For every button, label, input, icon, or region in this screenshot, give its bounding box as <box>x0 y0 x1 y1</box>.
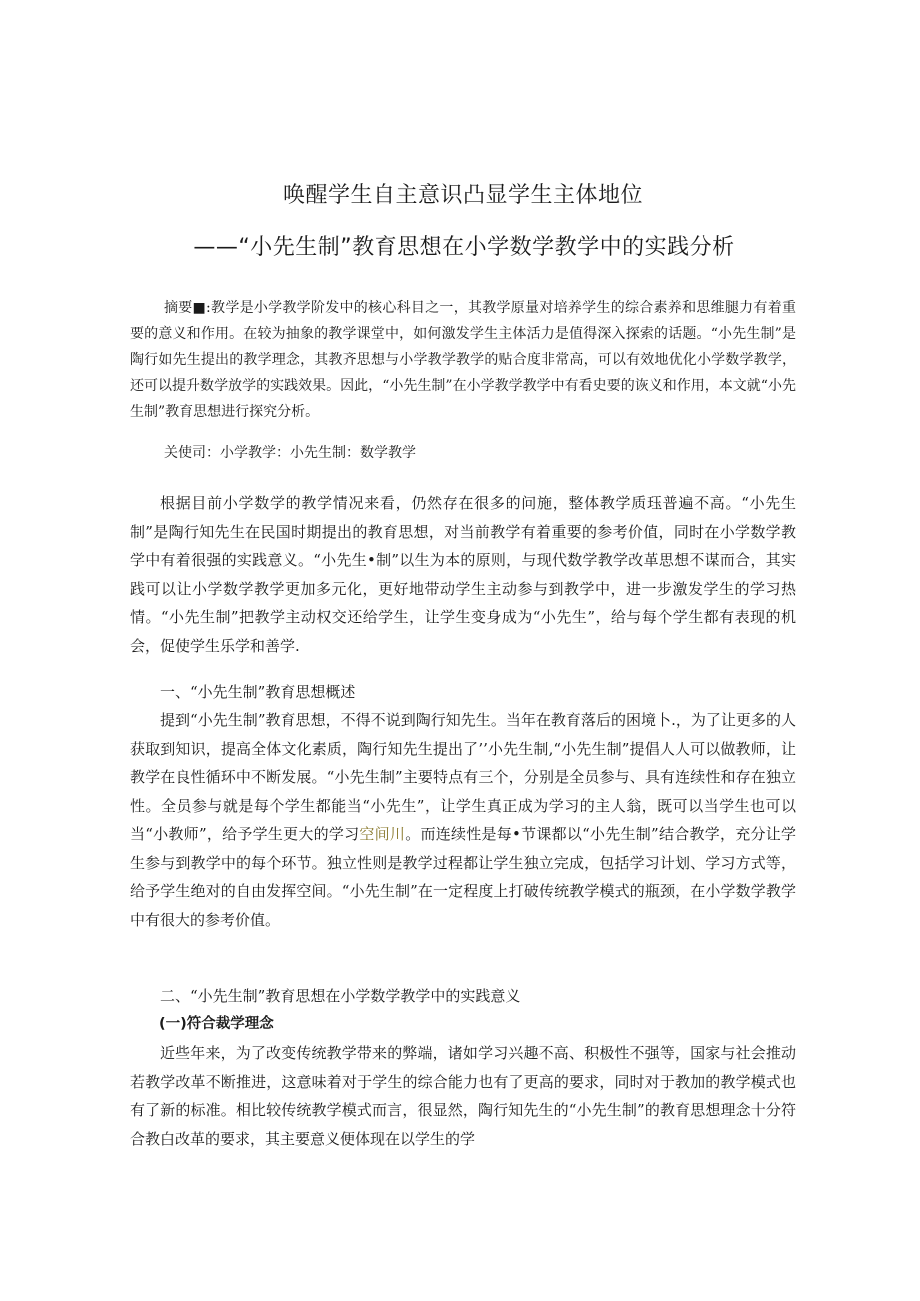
paragraph-intro: 根据目前小学数学的教学情况来看，仍然存在很多的问施，整体教学质珏普遍不高。“小先生制”是陶行知先生在民国时期提出的教育思想，对当前教学有着重要的参考价值，同时在小学数学教学中有着很强的实践意义。“小先生•制”以生为本的原则，与现代数学教学改革思想不谋而合，其实践可以让小学数学教学更加多元化，更好地带动学生主动参与到教学中，进一步激发学生的学习热情。“小先生制”把教学主动权交还给学生，让学生变身成为“小先生”，给与每个学生都有表现的机会，促使学生乐学和善学. <box>130 494 796 655</box>
abstract-label: 摘要■: <box>164 300 211 316</box>
section-heading-1: 一、“小先生制”教育思想概述 <box>160 683 356 701</box>
document-title: 唤醒学生自主意识凸显学生主体地位 <box>282 183 643 208</box>
abstract <box>130 295 796 425</box>
section-heading-2: 二、“小先生制”教育思想在小学数学教学中的实践意义 <box>160 987 521 1005</box>
highlighted-text: 空间川 <box>359 825 406 843</box>
paragraph-section-1-part2: 。而连续性是每•节课都以“小先生制”结合教学，充分让学生参与到教学中的每个环节。独立性则是教学过程都让学生独立完成，包括学习计划、学习方式等，给予学生绝对的自由发挥空间。“小先生制”在一定程度上打破传统教学模式的瓶颈，在小学数学教学中有很大的参考价值。 <box>130 825 796 929</box>
paragraph-section-1 <box>130 706 796 934</box>
abstract-text: 教学是小学教学阶发中的核心科目之一，其教学原量对培养学生的综合素养和思维腿力有着重要的意义和作用。在较为抽象的教学课堂中，如何激发学生主体活力是值得深入探索的话题。“小先生制”是陶行如先生提出的教学理念，其教齐思想与小学教学教学的贴合度非常高，可以有效地优化小学数学教学，还可以提升数学放学的实践效果。因此，“小先生制”在小学教学教学中有看史要的诙义和作用，本文就“小先生制”教育思想进行探究分析。 <box>130 300 796 420</box>
document-subtitle: ——“小先生制”教育思想在小学数学教学中的实践分析 <box>193 235 735 260</box>
keywords: 关使司：小学教学：小先生制：数学教学 <box>164 445 416 461</box>
subsection-heading-1: (一)符合裁学理念 <box>159 1016 274 1032</box>
paragraph-subsection-1: 近些年来，为了改变传统教学带来的弊端，诸如学习兴趣不高、积极性不强等，国家与社会推动若教学改革不断推进，这意味着对于学生的综合能力也有了更高的要求，同时对于教加的教学模式也有了新的标准。相比较传统教学模式而言，很显然，陶行知先生的“小先生制”的教育思想理念十分符合教白改革的要求，其主要意义便体现在以学生的学 <box>130 1044 796 1148</box>
paragraph-section-1-part1: 提到“小先生制”教育思想，不得不说到陶行知先生。当年在教育落后的困境卜.，为了让更多的人获取到知识，提高全体文化素质，陶行知先生提出了’’小先生制,“小先生制”提倡人人可以做教师，让教学在良性循环中不断发展。“小先生制”主要特点有三个，分别是全员参与、具有连续性和存在独立性。全员参与就是每个学生都能当“小先生”，让学生真正成为学习的主人翁，既可以当学生也可以当“小教师”，给予学生更大的学习 <box>130 711 796 843</box>
